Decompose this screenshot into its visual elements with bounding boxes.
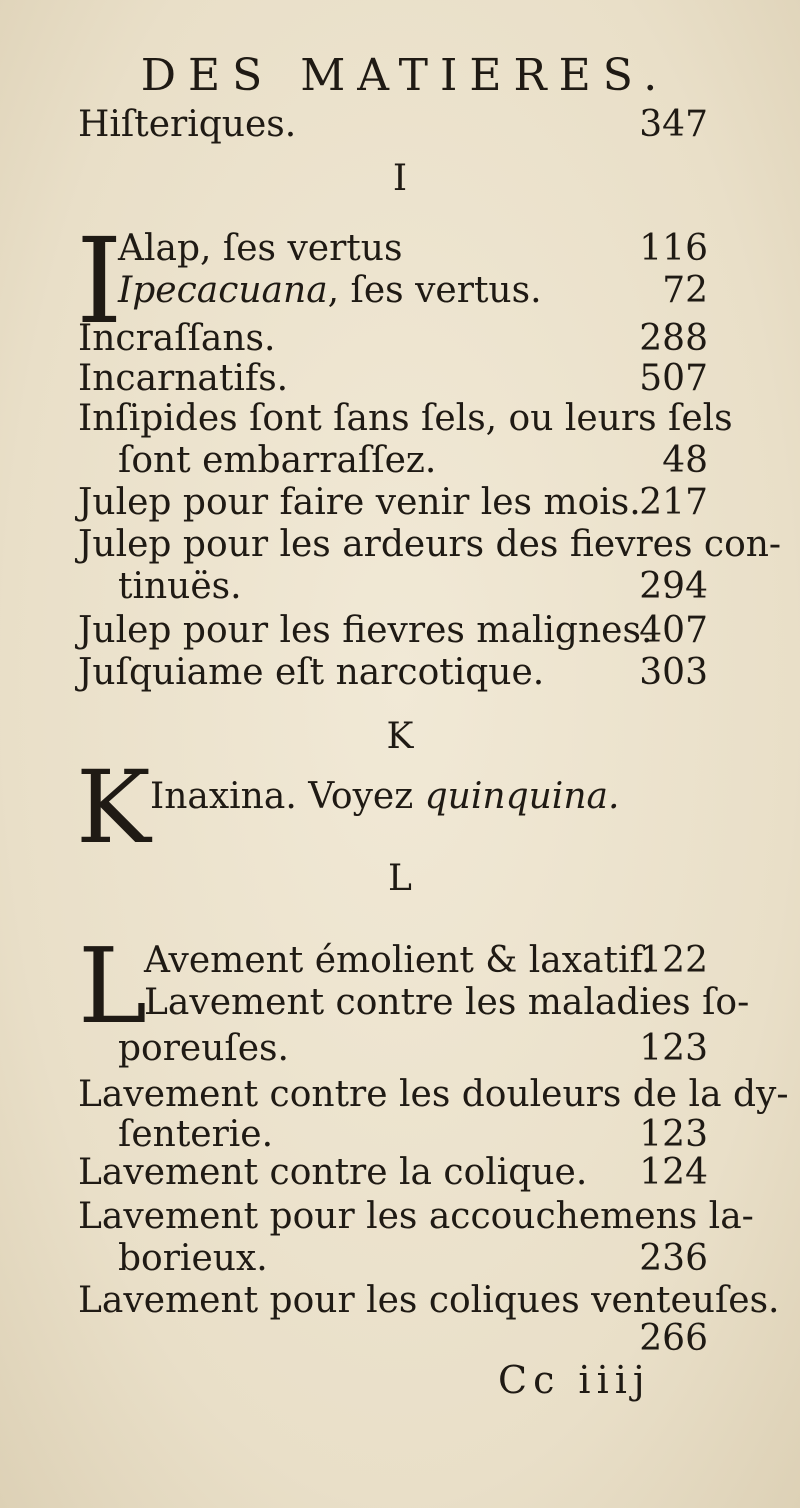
entry-page: 217 [639, 482, 708, 523]
entry-page: 116 [639, 228, 708, 269]
index-entry [78, 610, 708, 654]
entry-italic: Ipecacuana [118, 270, 328, 311]
entry-rest: , ſes vertus. [327, 270, 542, 311]
entry-text: tinuës. [118, 566, 242, 607]
running-header: DES MATIERES. [140, 50, 670, 101]
entry-page: 72 [662, 270, 708, 311]
index-entry [78, 482, 708, 526]
entry-text: Juſquiame eſt narcotique. [78, 652, 545, 693]
section-letter-i: I [392, 158, 408, 199]
entry-page: 347 [639, 104, 708, 145]
entry-text: poreuſes. [118, 1028, 289, 1069]
index-entry [118, 270, 708, 314]
index-entry [78, 1074, 789, 1118]
entry-page: 48 [662, 440, 708, 481]
entry-italic: quinquina. [424, 776, 620, 817]
entry-text: Incraſſans. [78, 318, 276, 359]
entry-text: Avement émolient & laxatif. [144, 940, 653, 981]
entry-text: Lavement contre les douleurs de la dy- [78, 1074, 789, 1115]
section-letter-k: K [386, 716, 414, 757]
dropcap-i: I [76, 212, 123, 350]
entry-page: 266 [639, 1318, 708, 1359]
entry-page: 294 [639, 566, 708, 607]
index-entry [144, 982, 750, 1026]
entry-main: Inaxina. Voyez [150, 776, 425, 817]
index-entry [144, 940, 708, 984]
index-entry [150, 776, 708, 820]
index-entry [78, 104, 708, 148]
entry-page: 124 [639, 1152, 708, 1193]
entry-text: Alap, ſes vertus [118, 228, 403, 269]
index-entry [78, 1152, 708, 1196]
index-entry [78, 652, 708, 696]
entry-text: Lavement pour les coliques venteuſes. [78, 1280, 780, 1321]
entry-text: Julep pour les fievres malignes. [78, 610, 653, 651]
index-entry [78, 398, 733, 442]
entry-text: Julep pour les ardeurs des fievres con- [78, 524, 782, 565]
index-entry-continuation [78, 566, 708, 610]
index-entry-continuation [78, 440, 708, 484]
entry-page: 407 [639, 610, 708, 651]
index-entry-continuation [78, 1318, 708, 1362]
entry-text [150, 776, 619, 817]
entry-page: 236 [639, 1238, 708, 1279]
dropcap-k: K [76, 749, 151, 866]
index-entry [78, 318, 708, 362]
dropcap-l: L [78, 925, 148, 1047]
entry-page: 122 [639, 940, 708, 981]
entry-text: Lavement contre la colique. [78, 1152, 588, 1193]
index-entry [78, 358, 708, 402]
entry-text: Lavement pour les accouchemens la- [78, 1196, 754, 1237]
entry-page: 288 [639, 318, 708, 359]
entry-page: 123 [639, 1028, 708, 1069]
entry-page: 507 [639, 358, 708, 399]
index-entry-continuation [78, 1028, 708, 1072]
entry-page: 123 [639, 1114, 708, 1155]
index-entry [78, 524, 782, 568]
index-entry [78, 1196, 754, 1240]
entry-text: borieux. [118, 1238, 268, 1279]
index-entry-continuation [78, 1238, 708, 1282]
entry-text: ſont embarraſſez. [118, 440, 437, 481]
entry-text: ſenterie. [118, 1114, 274, 1155]
section-letter-l: L [388, 858, 412, 899]
entry-text: Lavement contre les maladies ſo- [144, 982, 750, 1023]
entry-text: Incarnatifs. [78, 358, 289, 399]
entry-text: Inſipides ſont ſans ſels, ou leurs ſels [78, 398, 733, 439]
entry-text [118, 270, 542, 311]
entry-page: 303 [639, 652, 708, 693]
entry-text: Julep pour faire venir les mois. [78, 482, 641, 523]
signature-mark: Cc iiij [498, 1358, 651, 1402]
index-entry [118, 228, 708, 272]
entry-text: Hiſteriques. [78, 104, 297, 145]
